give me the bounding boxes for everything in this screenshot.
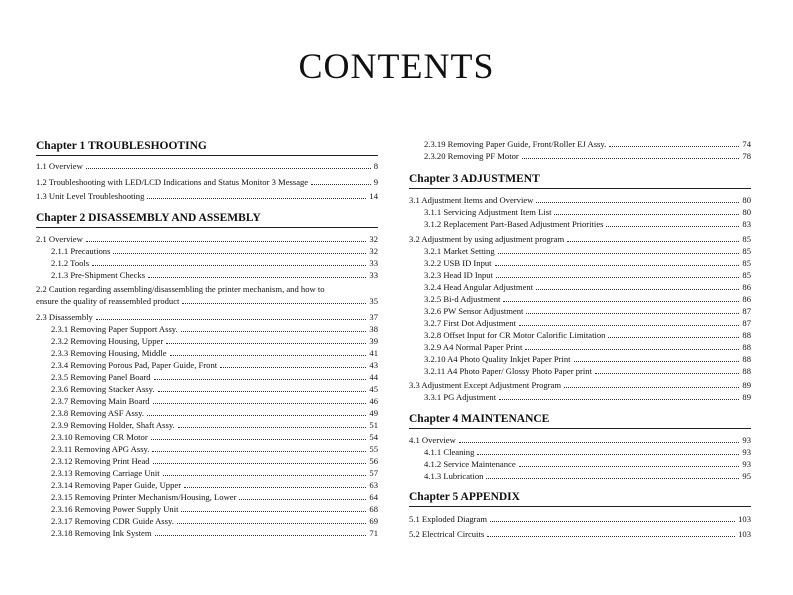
toc-entry[interactable] <box>36 395 378 407</box>
toc-entry[interactable] <box>36 323 378 335</box>
dot-leader <box>152 443 366 452</box>
toc-entry[interactable] <box>409 341 751 353</box>
toc-entry-title: 3.2.3 Head ID Input <box>424 270 493 280</box>
dot-leader <box>181 503 366 512</box>
toc-entry-page-number: 74 <box>742 139 751 149</box>
dot-leader <box>503 293 739 302</box>
toc-entry-title: 2.3.15 Removing Printer Mechanism/Housing, Lower <box>51 492 237 502</box>
toc-entry-page-number: 9 <box>373 177 378 187</box>
toc-entry[interactable] <box>409 293 751 305</box>
toc-entry-title: 2.3.2 Removing Housing, Upper <box>51 336 164 346</box>
toc-entry-title: ensure the quality of reassembled product <box>36 296 180 306</box>
toc-entry[interactable] <box>409 150 751 162</box>
dot-leader <box>499 391 739 400</box>
toc-entry-page-number: 55 <box>369 444 378 454</box>
toc-entry-title: 2.1.2 Tools <box>51 258 90 268</box>
toc-entry[interactable] <box>36 443 378 455</box>
toc-entry[interactable] <box>36 479 378 491</box>
chapter-heading-label: Chapter 3 ADJUSTMENT <box>409 173 540 185</box>
toc-entry[interactable] <box>409 365 751 377</box>
toc-entry-page-number: 85 <box>742 234 751 244</box>
dot-leader <box>96 311 367 320</box>
dot-leader <box>486 470 739 479</box>
chapter-rule <box>36 155 378 156</box>
toc-entry-title: 1.1 Overview <box>36 161 83 171</box>
toc-entry-page-number: 95 <box>742 471 751 481</box>
toc-entry-page-number: 88 <box>742 330 751 340</box>
toc-entry-page-number: 87 <box>742 318 751 328</box>
dot-leader <box>113 245 366 254</box>
toc-entry-title: 3.2.9 A4 Normal Paper Print <box>424 342 523 352</box>
toc-entry[interactable] <box>409 218 751 230</box>
chapter-heading <box>36 211 378 225</box>
toc-entry[interactable] <box>409 353 751 365</box>
toc-entry-page-number: 85 <box>742 270 751 280</box>
dot-leader <box>498 245 740 254</box>
toc-entry-title: 3.2.5 Bi-d Adjustment <box>424 294 501 304</box>
toc-entry[interactable] <box>36 335 378 347</box>
toc-entry[interactable] <box>409 470 751 482</box>
toc-entry-title: 3.1.2 Replacement Part-Based Adjustment Priorities <box>424 219 604 229</box>
toc-entry-title: 2.3.20 Removing PF Motor <box>424 151 519 161</box>
dot-leader <box>154 371 367 380</box>
dot-leader <box>495 257 740 266</box>
toc-entry-page-number: 57 <box>369 468 378 478</box>
toc-entry-title: 3.2.6 PW Sensor Adjustment <box>424 306 524 316</box>
toc-entry-page-number: 41 <box>369 348 378 358</box>
dot-leader <box>606 218 739 227</box>
toc-entry-page-number: 80 <box>742 207 751 217</box>
dot-leader <box>496 269 739 278</box>
dot-leader <box>490 513 735 522</box>
toc-entry-title: 3.1 Adjustment Items and Overview <box>409 195 534 205</box>
chapter-rule <box>409 506 751 507</box>
toc-entry[interactable] <box>36 431 378 443</box>
toc-entry[interactable] <box>409 206 751 218</box>
toc-entry[interactable] <box>36 455 378 467</box>
dot-leader <box>525 341 739 350</box>
dot-leader <box>155 527 367 536</box>
dot-leader <box>86 233 367 242</box>
toc-entry-page-number: 89 <box>742 380 751 390</box>
toc-entry-page-number: 54 <box>369 432 378 442</box>
dot-leader <box>519 458 740 467</box>
chapter-heading <box>409 490 751 504</box>
dot-leader <box>158 383 367 392</box>
chapter-rule <box>409 188 751 189</box>
dot-leader <box>477 446 739 455</box>
toc-entry-page-number: 8 <box>373 161 378 171</box>
toc-entry[interactable] <box>36 419 378 431</box>
toc-entry-page-number: 33 <box>369 258 378 268</box>
toc-entry-title: 2.3.10 Removing CR Motor <box>51 432 148 442</box>
toc-entry[interactable] <box>36 359 378 371</box>
toc-entry-page-number: 38 <box>369 324 378 334</box>
toc-entry-title: 4.1 Overview <box>409 435 456 445</box>
toc-entry-title: 2.3.17 Removing CDR Guide Assy. <box>51 516 174 526</box>
toc-entry-title: 3.2.11 A4 Photo Paper/ Glossy Photo Paper print <box>424 366 592 376</box>
toc-entry[interactable] <box>409 138 751 150</box>
toc-entry-title: 3.2.2 USB ID Input <box>424 258 492 268</box>
toc-entry[interactable] <box>36 371 378 383</box>
toc-entry[interactable] <box>36 527 378 539</box>
toc-entry-title: 2.3.6 Removing Stacker Assy. <box>51 384 155 394</box>
toc-entry-page-number: 37 <box>369 312 378 322</box>
dot-leader <box>311 176 371 185</box>
toc-entry-page-number: 45 <box>369 384 378 394</box>
toc-entry-page-number: 89 <box>742 392 751 402</box>
toc-entry-title: 3.3 Adjustment Except Adjustment Program <box>409 380 562 390</box>
toc-entry-page-number: 64 <box>369 492 378 502</box>
toc-entry[interactable] <box>36 233 378 245</box>
toc-entry[interactable] <box>36 160 378 172</box>
toc-entry-title: 3.2.8 Offset Input for CR Motor Calorific Limitation <box>424 330 606 340</box>
chapter-heading <box>409 412 751 426</box>
toc-entry-page-number: 85 <box>742 246 751 256</box>
toc-entry[interactable] <box>36 503 378 515</box>
toc-entry-page-number: 69 <box>369 516 378 526</box>
dot-leader <box>526 305 739 314</box>
toc-entry-title: 2.3.9 Removing Holder, Shaft Assy. <box>51 420 175 430</box>
dot-leader <box>153 455 367 464</box>
dot-leader <box>177 515 367 524</box>
chapter-heading-label: Chapter 4 MAINTENANCE <box>409 413 550 425</box>
toc-entry-title: 2.1.3 Pre-Shipment Checks <box>51 270 146 280</box>
dot-leader <box>92 257 366 266</box>
dot-leader <box>595 365 739 374</box>
toc-entry[interactable] <box>409 513 751 525</box>
chapter-rule <box>36 227 378 228</box>
toc-entry[interactable] <box>36 383 378 395</box>
toc-entry-title: 2.3 Disassembly <box>36 312 93 322</box>
toc-entry[interactable] <box>409 329 751 341</box>
chapter-heading-label: Chapter 5 APPENDIX <box>409 491 520 503</box>
toc-entry-title: 5.1 Exploded Diagram <box>409 514 488 524</box>
toc-entry[interactable] <box>36 295 378 307</box>
toc-entry[interactable] <box>409 379 751 391</box>
toc-entry-page-number: 87 <box>742 306 751 316</box>
toc-entry[interactable] <box>36 515 378 527</box>
dot-leader <box>151 431 367 440</box>
toc-entry-page-number: 44 <box>369 372 378 382</box>
toc-entry[interactable] <box>409 434 751 446</box>
toc-entry-page-number: 93 <box>742 459 751 469</box>
toc-entry[interactable] <box>409 194 751 206</box>
toc-entry-page-number: 93 <box>742 447 751 457</box>
toc-entry[interactable] <box>409 257 751 269</box>
chapter-heading-label: Chapter 1 TROUBLESHOOTING <box>36 140 207 152</box>
toc-entry-page-number: 85 <box>742 258 751 268</box>
toc-entry-title: 2.3.1 Removing Paper Support Assy. <box>51 324 178 334</box>
toc-entry-title: 1.3 Unit Level Troubleshooting <box>36 191 145 201</box>
toc-entry-title: 2.3.13 Removing Carriage Unit <box>51 468 160 478</box>
toc-entry-title: 3.2.1 Market Setting <box>424 246 495 256</box>
dot-leader <box>567 233 739 242</box>
toc-entry-page-number: 14 <box>369 191 378 201</box>
dot-leader <box>519 317 739 326</box>
toc-entry-title: 2.1.1 Precautions <box>51 246 111 256</box>
toc-entry[interactable] <box>409 391 751 403</box>
toc-entry[interactable] <box>409 446 751 458</box>
dot-leader <box>608 329 739 338</box>
toc-entry[interactable] <box>36 269 378 281</box>
toc-entry-page-number: 88 <box>742 354 751 364</box>
dot-leader <box>181 323 367 332</box>
dot-leader <box>147 190 366 199</box>
toc-entry-page-number: 49 <box>369 408 378 418</box>
toc-entry[interactable] <box>36 491 378 503</box>
chapter-rule <box>409 428 751 429</box>
dot-leader <box>166 335 366 344</box>
dot-leader <box>554 206 739 215</box>
toc-entry-page-number: 63 <box>369 480 378 490</box>
toc-entry-page-number: 56 <box>369 456 378 466</box>
dot-leader <box>609 138 739 147</box>
toc-entry-page-number: 39 <box>369 336 378 346</box>
toc-entry-title: 2.3.5 Removing Panel Board <box>51 372 151 382</box>
toc-entry-title: 1.2 Troubleshooting with LED/LCD Indications and Status Monitor 3 Message <box>36 177 309 187</box>
toc-entry-title: 3.2.7 First Dot Adjustment <box>424 318 516 328</box>
toc-entry-page-number: 46 <box>369 396 378 406</box>
dot-leader <box>564 379 739 388</box>
toc-entry-title: 2.3.16 Removing Power Supply Unit <box>51 504 179 514</box>
toc-entry-page-number: 51 <box>369 420 378 430</box>
toc-entry-page-number: 35 <box>369 296 378 306</box>
toc-entry-title: 3.3.1 PG Adjustment <box>424 392 497 402</box>
dot-leader <box>148 269 366 278</box>
toc-entry[interactable] <box>36 176 378 188</box>
toc-entry-title: 3.2.10 A4 Photo Quality Inkjet Paper Print <box>424 354 571 364</box>
toc-entry-title: 2.3.8 Removing ASF Assy. <box>51 408 145 418</box>
toc-entry-title: 2.3.11 Removing APG Assy. <box>51 444 150 454</box>
toc-entry-wrap-line[interactable]: 2.2 Caution regarding assembling/disassembling the printer mechanism, and how to <box>36 284 325 294</box>
toc-entry-title: 3.1.1 Servicing Adjustment Item List <box>424 207 552 217</box>
toc-entry-title: 2.3.14 Removing Paper Guide, Upper <box>51 480 182 490</box>
chapter-heading <box>409 172 751 186</box>
toc-entry[interactable] <box>409 305 751 317</box>
toc-entry-title: 3.2.4 Head Angular Adjustment <box>424 282 534 292</box>
toc-entry-page-number: 83 <box>742 219 751 229</box>
toc-entry[interactable] <box>409 458 751 470</box>
dot-leader <box>459 434 740 443</box>
chapter-heading <box>36 139 378 153</box>
toc-entry-page-number: 86 <box>742 294 751 304</box>
toc-entry[interactable] <box>409 245 751 257</box>
toc-entry[interactable] <box>409 281 751 293</box>
toc-entry-title: 2.1 Overview <box>36 234 83 244</box>
toc-entry[interactable] <box>409 317 751 329</box>
toc-entry-title: 2.3.3 Removing Housing, Middle <box>51 348 167 358</box>
toc-entry-page-number: 68 <box>369 504 378 514</box>
toc-entry-title: 4.1.3 Lubrication <box>424 471 484 481</box>
toc-entry-page-number: 88 <box>742 342 751 352</box>
toc-entry[interactable] <box>36 407 378 419</box>
toc-entry-page-number: 93 <box>742 435 751 445</box>
toc-entry-title: 5.2 Electrical Circuits <box>409 529 485 539</box>
dot-leader <box>178 419 367 428</box>
toc-entry-page-number: 32 <box>369 246 378 256</box>
toc-entry-title: 2.3.4 Removing Porous Pad, Paper Guide, Front <box>51 360 218 370</box>
toc-entry[interactable] <box>409 233 751 245</box>
dot-leader <box>536 194 739 203</box>
toc-entry[interactable] <box>36 257 378 269</box>
toc-entry-title: 2.3.7 Removing Main Board <box>51 396 150 406</box>
toc-entry-page-number: 43 <box>369 360 378 370</box>
dot-leader <box>163 467 367 476</box>
page-title: CONTENTS <box>298 46 495 86</box>
toc-entry[interactable] <box>36 467 378 479</box>
dot-leader <box>574 353 740 362</box>
toc-entry-title: 4.1.1 Cleaning <box>424 447 475 457</box>
dot-leader <box>522 150 740 159</box>
toc-entry-title: 3.2 Adjustment by using adjustment program <box>409 234 565 244</box>
dot-leader <box>536 281 739 290</box>
dot-leader <box>239 491 366 500</box>
toc-entry-page-number: 103 <box>738 529 751 539</box>
dot-leader <box>170 347 367 356</box>
toc-entry[interactable] <box>409 528 751 540</box>
dot-leader <box>153 395 367 404</box>
dot-leader <box>86 160 371 169</box>
chapter-heading-label: Chapter 2 DISASSEMBLY AND ASSEMBLY <box>36 212 261 224</box>
toc-entry-page-number: 103 <box>738 514 751 524</box>
dot-leader <box>182 295 366 304</box>
toc-entry-page-number: 33 <box>369 270 378 280</box>
toc-entry-page-number: 32 <box>369 234 378 244</box>
toc-entry-page-number: 86 <box>742 282 751 292</box>
toc-entry[interactable] <box>36 190 378 202</box>
toc-entry-title: 2.3.12 Removing Print Head <box>51 456 150 466</box>
toc-entry-page-number: 88 <box>742 366 751 376</box>
toc-entry[interactable] <box>36 347 378 359</box>
toc-entry-page-number: 80 <box>742 195 751 205</box>
toc-entry-title: 2.3.18 Removing Ink System <box>51 528 152 538</box>
dot-leader <box>487 528 735 537</box>
dot-leader <box>147 407 366 416</box>
toc-entry-title: 4.1.2 Service Maintenance <box>424 459 516 469</box>
dot-leader <box>220 359 366 368</box>
toc-entry-title: 2.3.19 Removing Paper Guide, Front/Roller EJ Assy. <box>424 139 607 149</box>
toc-entry[interactable] <box>409 269 751 281</box>
toc-entry[interactable] <box>36 311 378 323</box>
toc-entry-page-number: 71 <box>369 528 378 538</box>
toc-entry[interactable] <box>36 245 378 257</box>
dot-leader <box>184 479 366 488</box>
toc-entry-page-number: 78 <box>742 151 751 161</box>
